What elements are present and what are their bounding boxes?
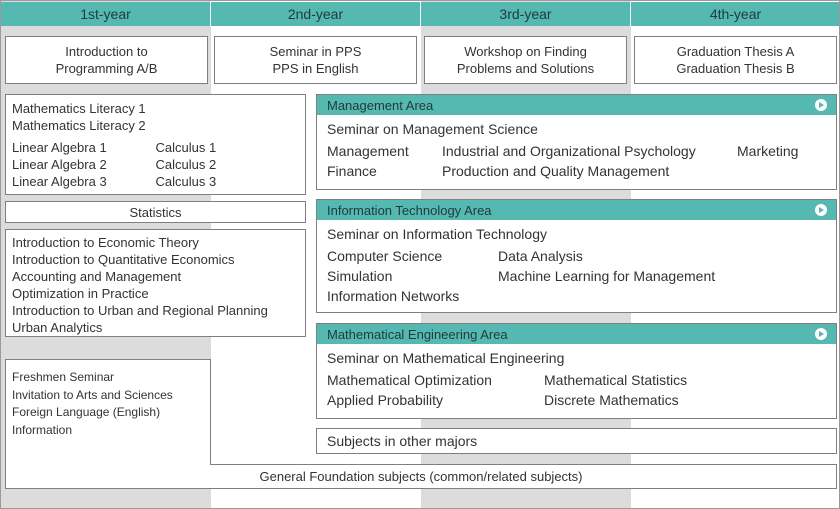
course-line: Accounting and Management xyxy=(12,269,182,284)
area-seminar: Seminar on Information Technology xyxy=(327,226,547,242)
year-header-1: 1st-year xyxy=(1,2,211,26)
course-line: Seminar in PPS xyxy=(269,44,362,59)
course-workshop xyxy=(424,36,627,84)
course-line: Foreign Language (English) xyxy=(12,405,161,419)
linear-algebra-calculus xyxy=(12,139,299,190)
economics-courses-box xyxy=(5,229,306,337)
area-seminar: Seminar on Mathematical Engineering xyxy=(327,350,565,366)
course-line: Invitation to Arts and Sciences xyxy=(12,387,173,402)
course-line: Mathematics Literacy 2 xyxy=(12,118,146,133)
course-row xyxy=(327,390,826,410)
general-foundation-top-edge xyxy=(210,464,837,465)
course-row xyxy=(327,370,826,390)
course-line: Mathematics Literacy 1 xyxy=(12,101,146,116)
general-foundation-box: General Foundation subjects (common/related subjects) xyxy=(5,464,837,489)
math-eng-area-body xyxy=(317,344,836,414)
area-seminar: Seminar on Management Science xyxy=(327,121,538,137)
course-line: Calculus 1 xyxy=(155,140,217,155)
course-line: Urban Analytics xyxy=(12,320,103,335)
it-area-body xyxy=(317,220,836,310)
course-line: Introduction to xyxy=(65,44,148,59)
information-technology-area xyxy=(316,199,837,313)
course-item: Information Networks xyxy=(327,288,460,304)
course-programming xyxy=(5,36,208,84)
course-line: Freshmen Seminar xyxy=(12,370,115,384)
freshmen-courses-box xyxy=(5,359,211,465)
linear-algebra-column xyxy=(12,139,156,190)
calculus-column xyxy=(156,139,300,190)
course-item: Data Analysis xyxy=(498,248,583,264)
course-line: Graduation Thesis A xyxy=(676,44,795,59)
course-row xyxy=(327,141,826,161)
management-area-header[interactable] xyxy=(317,95,836,115)
course-row xyxy=(327,161,826,181)
course-line: PPS in English xyxy=(272,61,359,76)
course-item: Mathematical Statistics xyxy=(544,372,688,388)
course-line: Calculus 2 xyxy=(155,157,217,172)
course-line: Introduction to Quantitative Economics xyxy=(12,252,235,267)
course-line: Workshop on Finding xyxy=(464,44,587,59)
play-arrow-icon[interactable] xyxy=(815,99,827,111)
course-line: Linear Algebra 3 xyxy=(12,174,107,189)
other-majors-box: Subjects in other majors xyxy=(316,428,837,454)
course-statistics: Statistics xyxy=(5,201,306,223)
area-title: Management Area xyxy=(327,97,434,113)
course-item: Applied Probability xyxy=(327,392,443,408)
course-line: Graduation Thesis B xyxy=(676,61,795,76)
course-row xyxy=(327,286,826,306)
management-area xyxy=(316,94,837,190)
area-title: Information Technology Area xyxy=(327,202,492,218)
course-graduation-thesis xyxy=(634,36,837,84)
play-arrow-icon[interactable] xyxy=(815,328,827,340)
course-line: Programming A/B xyxy=(55,61,158,76)
math-courses-box xyxy=(5,94,306,195)
area-title: Mathematical Engineering Area xyxy=(327,326,508,342)
it-area-header[interactable] xyxy=(317,200,836,220)
management-area-body xyxy=(317,115,836,185)
course-line: Optimization in Practice xyxy=(12,286,149,301)
course-row xyxy=(327,266,826,286)
course-line: Linear Algebra 2 xyxy=(12,157,107,172)
course-item: Discrete Mathematics xyxy=(544,392,679,408)
course-item: Marketing xyxy=(737,143,799,159)
course-item: Finance xyxy=(327,163,377,179)
course-item: Production and Quality Management xyxy=(442,163,670,179)
mathematical-engineering-area xyxy=(316,323,837,419)
course-line: Introduction to Urban and Regional Planning xyxy=(12,303,268,318)
year-header-4: 4th-year xyxy=(631,2,840,26)
course-item: Management xyxy=(327,143,409,159)
course-line: Introduction to Economic Theory xyxy=(12,235,199,250)
year-header-2: 2nd-year xyxy=(211,2,421,26)
course-item: Machine Learning for Management xyxy=(498,268,716,284)
course-line: Calculus 3 xyxy=(155,174,217,189)
course-item: Computer Science xyxy=(327,248,443,264)
course-line: Linear Algebra 1 xyxy=(12,140,107,155)
course-item: Simulation xyxy=(327,268,393,284)
course-row xyxy=(327,246,826,266)
play-arrow-icon[interactable] xyxy=(815,204,827,216)
course-item: Mathematical Optimization xyxy=(327,372,492,388)
math-eng-area-header[interactable] xyxy=(317,324,836,344)
course-line: Problems and Solutions xyxy=(456,61,595,76)
year-header-3: 3rd-year xyxy=(421,2,631,26)
course-line: Information xyxy=(12,422,73,437)
course-item: Industrial and Organizational Psychology xyxy=(442,143,696,159)
course-seminar-pps xyxy=(214,36,417,84)
